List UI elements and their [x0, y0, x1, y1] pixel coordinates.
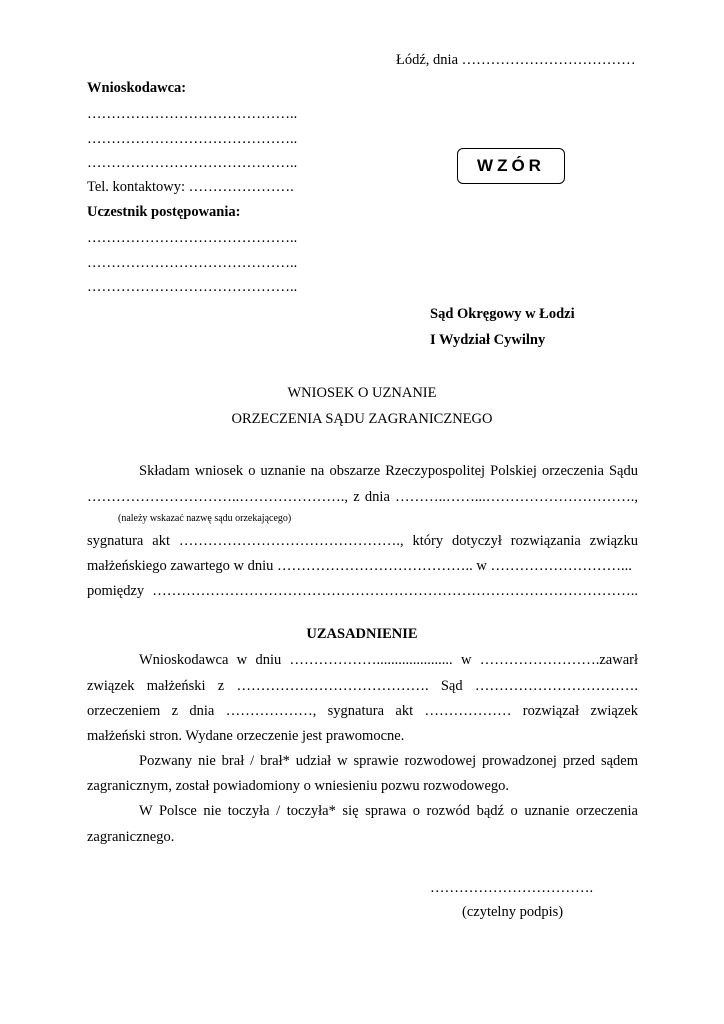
justification-line-3: orzeczeniem z dnia ………………, sygnatura akt ……………… rozwiązał związek	[87, 703, 638, 719]
applicant-label: Wnioskodawca:	[87, 80, 187, 96]
applicant-line-2: ……………………………………..	[87, 131, 298, 147]
request-line-4: małżeńskiego zawartego w dniu ………………………………….. w ………………………...	[87, 558, 632, 574]
justification-line-4: małżeński stron. Wydane orzeczenie jest prawomocne.	[87, 728, 405, 744]
applicant-line-3: ……………………………………..	[87, 155, 298, 171]
participant-line-2: ……………………………………..	[87, 255, 298, 271]
request-line-2: …………………………..…………………., z dnia ………..……...………………………….,	[87, 489, 638, 505]
justification-line-1: Wnioskodawca w dniu ………………..................... w …………………….zawarł	[139, 652, 638, 668]
place-date: Łódź, dnia ………………………………	[396, 52, 636, 68]
court-name-note: (należy wskazać nazwę sądu orzekającego)	[118, 513, 292, 524]
document-title-line-2: ORZECZENIA SĄDU ZAGRANICZNEGO	[231, 411, 493, 427]
justification-line-5: Pozwany nie brał / brał* udział w sprawie rozwodowej prowadzonej przed sądem	[139, 753, 638, 769]
applicant-line-1: ……………………………………..	[87, 106, 298, 122]
signature-label: (czytelny podpis)	[462, 904, 564, 920]
justification-line-6: zagranicznym, został powiadomiony o wniesieniu pozwu rozwodowego.	[87, 778, 510, 794]
signature-line: …………………………….	[430, 880, 594, 896]
court-division: I Wydział Cywilny	[430, 332, 546, 348]
participant-line-1: ……………………………………..	[87, 230, 298, 246]
request-line-3: sygnatura akt ………………………………………., który dotyczył rozwiązania związku	[87, 533, 638, 549]
justification-line-8: zagranicznego.	[87, 829, 175, 845]
document-title-line-1: WNIOSEK O UZNANIE	[287, 385, 437, 401]
wzor-stamp: WZÓR	[457, 148, 565, 184]
justification-heading: UZASADNIENIE	[306, 626, 418, 642]
participant-line-3: ……………………………………..	[87, 279, 298, 295]
court-name: Sąd Okręgowy w Łodzi	[430, 306, 575, 322]
applicant-phone: Tel. kontaktowy: ………………….	[87, 179, 294, 195]
request-line-1: Składam wniosek o uznanie na obszarze Rzeczypospolitej Polskiej orzeczenia Sądu	[139, 463, 638, 479]
justification-line-2: związek małżeński z …………………………………. Sąd …………………………….	[87, 678, 638, 694]
request-line-5: pomiędzy ………………………………………………………………………………………..	[87, 583, 638, 599]
justification-line-7: W Polsce nie toczyła / toczyła* się sprawa o rozwód bądź o uznanie orzeczenia	[139, 803, 638, 819]
participant-label: Uczestnik postępowania:	[87, 204, 241, 220]
